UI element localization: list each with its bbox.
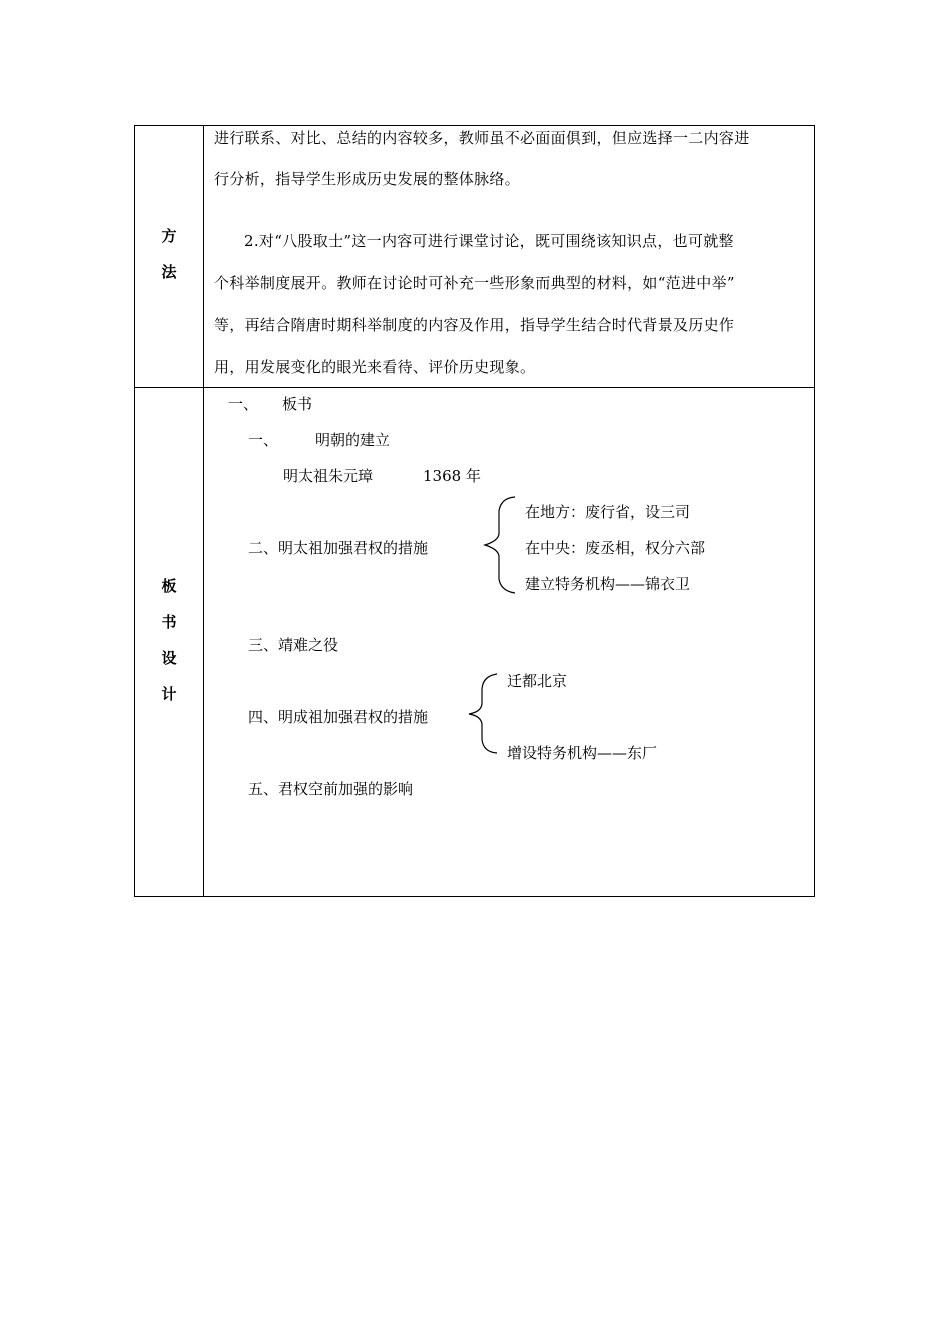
section2-item-local: 在地方：废行省，设三司 bbox=[525, 503, 691, 521]
section2-title: 二、明太祖加强君权的措施 bbox=[248, 539, 429, 557]
section1-year: 1368 年 bbox=[423, 467, 481, 485]
method-label-char-2: 法 bbox=[161, 263, 177, 281]
method-para2-line1: 2.对“八股取士”这一内容可进行课堂讨论，既可围绕该知识点，也可就整 bbox=[244, 232, 734, 250]
section4-item-dongchang: 增设特务机构——东厂 bbox=[507, 744, 658, 762]
section4-brace bbox=[469, 674, 497, 753]
section3-title: 三、靖难之役 bbox=[248, 636, 339, 654]
section2-item-jinyiwei: 建立特务机构——锦衣卫 bbox=[525, 575, 691, 593]
method-para2-line2: 个科举制度展开。教师在讨论时可补充一些形象而典型的材料，如“范进中举” bbox=[214, 274, 735, 292]
board-label-char-4: 计 bbox=[161, 685, 177, 703]
section5-title: 五、君权空前加强的影响 bbox=[248, 780, 414, 798]
board-label-char-3: 设 bbox=[161, 649, 177, 667]
section2-item-central: 在中央：废丞相，权分六部 bbox=[525, 539, 706, 557]
method-label-char-1: 方 bbox=[161, 227, 177, 245]
method-para2-line4: 用，用发展变化的眼光来看待、评价历史现象。 bbox=[214, 358, 536, 376]
method-para1-line2: 行分析，指导学生形成历史发展的整体脉络。 bbox=[214, 170, 521, 188]
section4-title: 四、明成祖加强君权的措施 bbox=[248, 708, 429, 726]
section1-title: 明朝的建立 bbox=[315, 431, 391, 449]
board-heading-text: 板书 bbox=[282, 395, 313, 413]
method-para1-line1: 进行联系、对比、总结的内容较多，教师虽不必面面俱到，但应选择一二内容进 bbox=[214, 129, 750, 147]
section1-founder: 明太祖朱元璋 bbox=[283, 467, 374, 485]
board-label-char-1: 板 bbox=[161, 577, 177, 595]
board-label-char-2: 书 bbox=[161, 613, 177, 631]
board-heading-num: 一、 bbox=[228, 395, 259, 413]
method-para2-line3: 等，再结合隋唐时期科举制度的内容及作用，指导学生结合时代背景及历史作 bbox=[214, 316, 735, 334]
section4-item-capital: 迁都北京 bbox=[507, 672, 568, 690]
lesson-plan-table bbox=[134, 125, 815, 897]
section1-num: 一、 bbox=[248, 431, 279, 449]
brace-graphics bbox=[135, 126, 816, 898]
section2-brace bbox=[485, 497, 515, 593]
